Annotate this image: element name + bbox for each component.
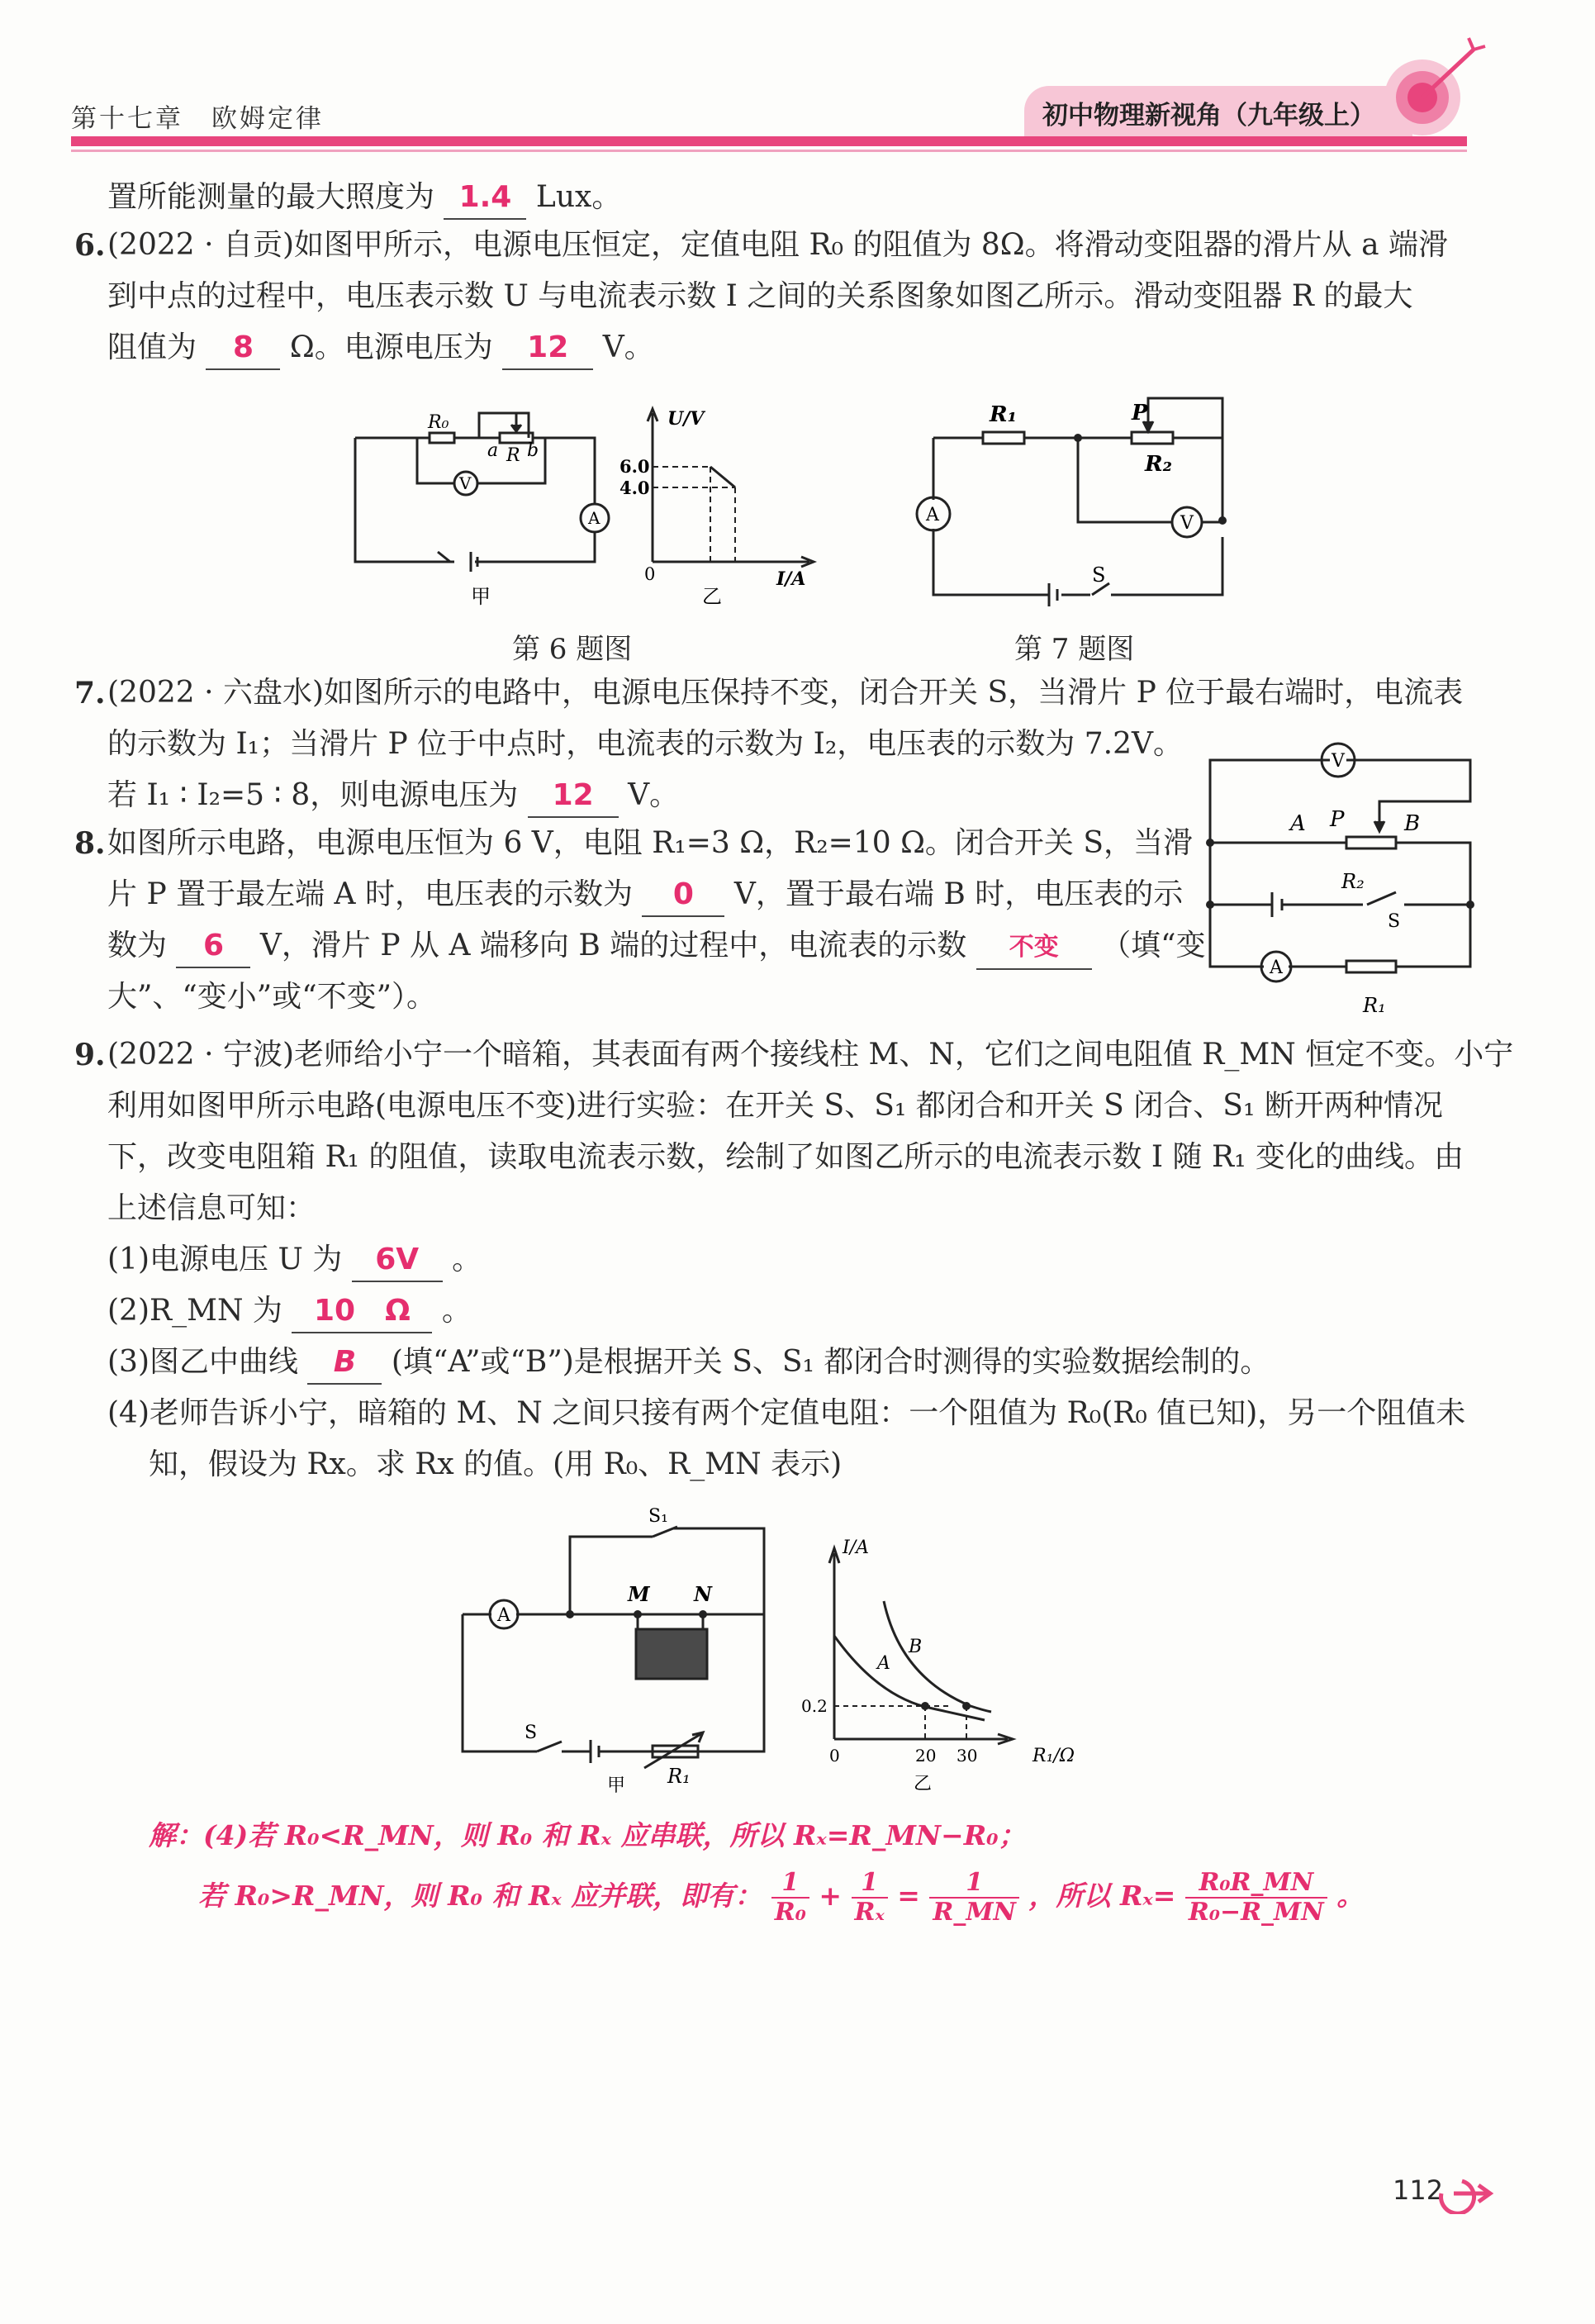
fig8-r2-label: R₂ (1341, 870, 1365, 893)
q6-line1: (2022 · 自贡)如图甲所示，电源电压恒定，定值电阻 R₀ 的阻值为 8Ω。将滑动变阻器的滑片从 a 端滑 (107, 228, 1449, 262)
q8-line2 (107, 874, 1183, 917)
fig6-tick-6: 6.0 (619, 456, 650, 477)
q8-text-b: V，置于最右端 B 时，电压表的示 (733, 877, 1184, 911)
fig9-jia-label: 甲 (607, 1775, 626, 1796)
plus-sign: + (819, 1880, 843, 1912)
fig9-graph (793, 1537, 1099, 1801)
fig9-origin: 0 (829, 1746, 840, 1766)
q6-line3 (107, 327, 654, 370)
q7-number: 7. (74, 676, 106, 711)
fig6-b-label: b (527, 440, 539, 461)
q7-answer: 12 (528, 775, 619, 818)
q6-answer-1: 8 (206, 327, 280, 370)
fig9-ammeter-label: A (497, 1605, 510, 1626)
fig8-ammeter-label: A (1270, 958, 1283, 978)
q8-text-d: V，滑片 P 从 A 端移向 B 端的过程中，电流表的示数 (259, 929, 967, 962)
fraction-1 (771, 1869, 809, 1927)
q9-part4-line1: (4)老师告诉小宁，暗箱的 M、N 之间只接有两个定值电阻：一个阻值为 R₀(R₀ 值已知)，另一个阻值未 (107, 1396, 1466, 1430)
fig8-b-label: B (1404, 811, 1421, 836)
q9-part3 (107, 1342, 1270, 1385)
fig8-voltmeter-label: V (1332, 751, 1345, 772)
fig7-ammeter-label: A (926, 505, 939, 525)
fig8-circuit (1198, 735, 1495, 1016)
q7-text-a: 若 I₁ ∶ I₂=5 ∶ 8，则电源电压为 (107, 778, 519, 812)
fig9-yi-label: 乙 (914, 1774, 933, 1794)
q9-p3-end: (填“A”或“B”)是根据开关 S、S₁ 都闭合时测得的实验数据绘制的。 (391, 1345, 1270, 1379)
q8-line4: 大”、“变小”或“不变”）。 (107, 980, 437, 1014)
solution-text-b: ，所以 Rₓ= (1028, 1880, 1176, 1912)
header-bar (71, 136, 1467, 146)
fraction-2 (852, 1869, 888, 1927)
frac3-top: 1 (929, 1869, 1019, 1899)
fig8-r1-label: R₁ (1363, 994, 1386, 1016)
fig9-x-axis-label: R₁/Ω (1032, 1746, 1075, 1766)
intro-unit: Lux。 (535, 180, 622, 214)
q9-p1-text: (1)电源电压 U 为 (107, 1243, 343, 1276)
q7-line3 (107, 775, 679, 818)
header-thin-bar (71, 150, 1467, 152)
chapter-title: 第十七章 欧姆定律 (71, 104, 324, 134)
frac4-top: R₀R_MN (1185, 1869, 1327, 1899)
q9-line4: 上述信息可知： (107, 1191, 316, 1225)
q9-line2: 利用如图甲所示电路(电源电压不变)进行实验：在开关 S、S₁ 都闭合和开关 S 闭合、S₁ 断开两种情况 (107, 1089, 1443, 1123)
q8-text-a: 片 P 置于最左端 A 时，电压表的示数为 (107, 877, 633, 911)
q9-part1 (107, 1239, 482, 1282)
fig6-graph (619, 405, 834, 611)
fig7-switch-label: S (1092, 563, 1106, 587)
frac1-top: 1 (771, 1869, 809, 1899)
q6-text-a: 阻值为 (107, 330, 197, 364)
q9-part4-line2: 知，假设为 Rx。求 Rx 的值。(用 R₀、R_MN 表示) (149, 1447, 843, 1481)
q7-line2: 的示数为 I₁；当滑片 P 位于中点时，电流表的示数为 I₂，电压表的示数为 7.2V。 (107, 727, 1183, 761)
q9-line1: (2022 · 宁波)老师给小宁一个暗箱，其表面有两个接线柱 M、N，它们之间电阻值 R_MN 恒定不变。小宁 (107, 1038, 1514, 1072)
fig8-p-label: P (1330, 807, 1345, 832)
frac3-bottom: R_MN (933, 1898, 1016, 1927)
q9-p2-text: (2)R_MN 为 (107, 1294, 282, 1328)
q6-answer-2: 12 (502, 327, 593, 370)
q9-line3: 下，改变电阻箱 R₁ 的阻值，读取电流表示数，绘制了如图乙所示的电流表示数 I 随 R₁ 变化的曲线。由 (107, 1140, 1464, 1174)
fig9-r1-label: R₁ (667, 1765, 691, 1788)
fig6-a-label: a (487, 440, 499, 461)
solution-text-a: 若 R₀>R_MN，则 R₀ 和 Rₓ 应并联，即有： (198, 1880, 762, 1912)
fig6-ammeter-label: A (588, 508, 600, 528)
page-number: 112 (1393, 2174, 1444, 2206)
frac1-bottom: R₀ (774, 1898, 806, 1927)
q8-line1: 如图所示电路，电源电压恒为 6 V，电阻 R₁=3 Ω，R₂=10 Ω。闭合开关 S，当滑 (107, 826, 1194, 860)
fig6-jia-label: 甲 (471, 585, 491, 608)
q9-p3-text: (3)图乙中曲线 (107, 1345, 298, 1379)
q8-line3 (107, 925, 1206, 970)
q9-p3-answer: B (307, 1342, 382, 1385)
fig9-s1-label: S₁ (648, 1506, 668, 1527)
fig6-circuit (347, 405, 611, 611)
solution-line1: 解：(4)若 R₀<R_MN，则 R₀ 和 Rₓ 应串联，所以 Rₓ=R_MN−R₀； (149, 1819, 1026, 1851)
fig9-m-label: M (628, 1582, 650, 1606)
target-logo-icon (1371, 33, 1487, 140)
frac4-bottom: R₀−R_MN (1188, 1898, 1324, 1927)
q8-answer-3: 不变 (976, 927, 1092, 970)
equals-sign: = (897, 1880, 920, 1912)
fig7-voltmeter-label: V (1180, 513, 1194, 534)
q8-number: 8. (74, 826, 106, 861)
frac2-bottom: Rₓ (854, 1898, 885, 1927)
fig7-r1-label: R₁ (990, 402, 1017, 427)
fig8-a-label: A (1290, 811, 1306, 836)
fig6-caption: 第 6 题图 (512, 633, 633, 666)
book-title: 初中物理新视角（九年级上） (1042, 101, 1375, 131)
solution-end: 。 (1336, 1880, 1365, 1912)
fig7-circuit (909, 388, 1239, 611)
q6-number: 6. (74, 228, 106, 263)
fraction-3 (929, 1869, 1019, 1927)
q9-p1-end: 。 (452, 1243, 482, 1276)
fig7-caption: 第 7 题图 (1014, 633, 1135, 666)
intro-text: 置所能测量的最大照度为 (107, 180, 435, 214)
fig8-switch-label: S (1388, 911, 1401, 932)
fig9-circuit (446, 1504, 785, 1801)
q8-answer-1: 0 (642, 874, 724, 917)
fig6-y-axis-label: U/V (667, 408, 705, 430)
page-arrow-icon (1437, 2173, 1495, 2214)
q7-line1: (2022 · 六盘水)如图所示的电路中，电源电压保持不变，闭合开关 S，当滑片 P 位于最右端时，电流表 (107, 676, 1464, 710)
fig6-yi-label: 乙 (702, 585, 722, 608)
q8-text-c: 数为 (107, 929, 168, 962)
fig6-r-label: R (506, 445, 520, 466)
q6-text-c: V。 (602, 330, 654, 364)
fig9-tick-20: 20 (915, 1746, 937, 1766)
fig6-r0-label: R₀ (428, 412, 449, 433)
fig9-n-label: N (694, 1582, 712, 1606)
fig6-voltmeter-label: V (459, 473, 472, 493)
q6-text-b: Ω。电源电压为 (289, 330, 493, 364)
fig9-tick-30: 30 (957, 1746, 978, 1766)
fig9-switch-label: S (525, 1723, 538, 1743)
fig9-y-axis-label: I/A (843, 1537, 869, 1558)
q8-answer-2: 6 (176, 925, 250, 968)
fig6-x-axis-label: I/A (776, 568, 806, 590)
q9-p1-answer: 6V (352, 1239, 443, 1282)
q9-part2 (107, 1290, 472, 1333)
q9-p2-end: 。 (441, 1294, 472, 1328)
intro-answer: 1.4 (444, 177, 526, 220)
q8-text-e: （填“变 (1101, 929, 1206, 962)
fig7-p-label: P (1132, 401, 1148, 425)
frac2-top: 1 (852, 1869, 888, 1899)
q6-line2: 到中点的过程中，电压表示数 U 与电流表示数 I 之间的关系图象如图乙所示。滑动变阻器 R 的最大 (107, 279, 1413, 313)
fig9-curve-a: A (877, 1653, 890, 1674)
solution-line2 (198, 1869, 1364, 1927)
fig6-tick-4: 4.0 (619, 478, 650, 498)
q9-p2-answer: 10 Ω (292, 1290, 432, 1333)
fig9-curve-b: B (909, 1637, 923, 1657)
q7-text-b: V。 (628, 778, 680, 812)
fig7-r2-label: R₂ (1145, 452, 1172, 477)
fraction-4 (1185, 1869, 1327, 1927)
intro-line (107, 177, 621, 220)
fig6-origin: 0 (644, 564, 656, 584)
fig9-tick-0-2: 0.2 (801, 1696, 828, 1716)
q9-number: 9. (74, 1038, 106, 1072)
